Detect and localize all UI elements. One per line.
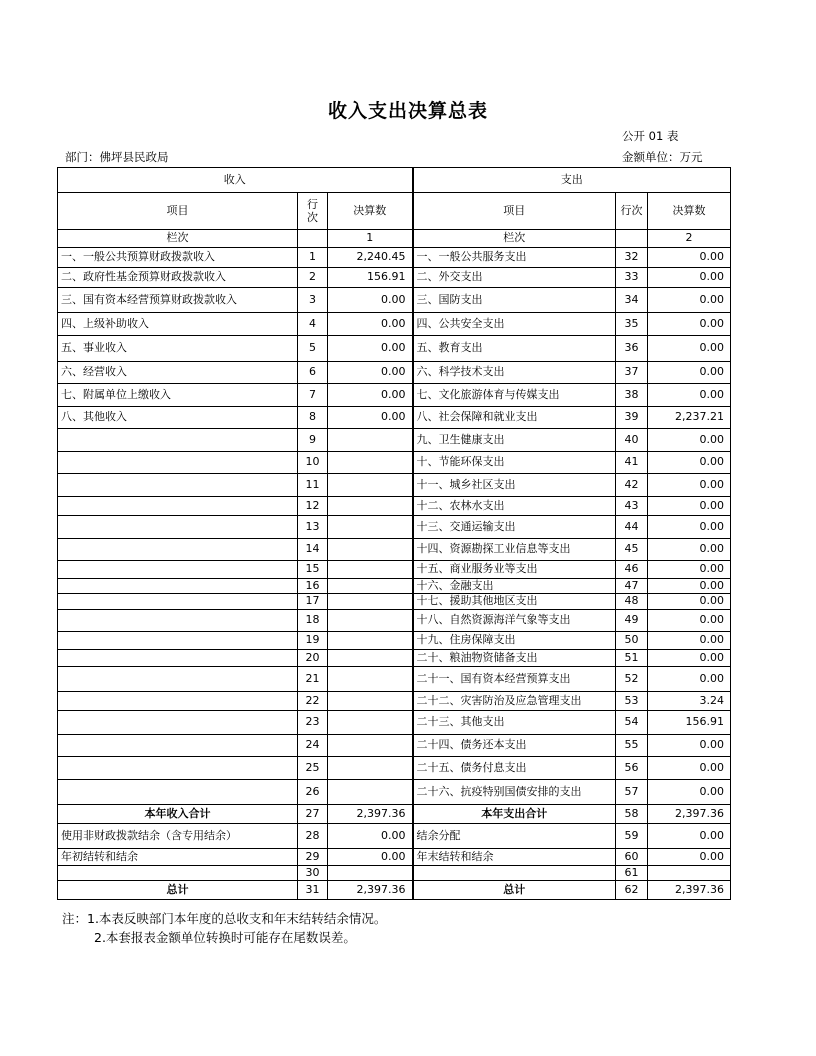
expense-item: 十四、资源勘探工业信息等支出 [413, 539, 616, 561]
expense-item: 十、节能环保支出 [413, 452, 616, 474]
income-amount: 0.00 [328, 407, 413, 429]
expense-row-no: 43 [616, 497, 648, 516]
income-row-no: 27 [298, 805, 328, 824]
expense-amount: 0.00 [648, 757, 731, 780]
expense-amount: 0.00 [648, 452, 731, 474]
expense-item: 十一、城乡社区支出 [413, 474, 616, 497]
income-amount [328, 711, 413, 735]
income-amount: 0.00 [328, 824, 413, 849]
table-row [58, 594, 731, 610]
expense-row-no: 55 [616, 735, 648, 757]
table-row [58, 610, 731, 632]
table-row [58, 824, 731, 849]
income-item [58, 516, 298, 539]
expense-row-no: 46 [616, 561, 648, 579]
income-row-no: 22 [298, 692, 328, 711]
income-item [58, 561, 298, 579]
expense-row-no: 34 [616, 288, 648, 313]
expense-amount: 0.00 [648, 474, 731, 497]
expense-item: 一、一般公共服务支出 [413, 248, 616, 268]
income-item [58, 579, 298, 594]
income-row-no: 25 [298, 757, 328, 780]
expense-amount: 0.00 [648, 268, 731, 288]
expense-amount-header: 决算数 [648, 193, 731, 230]
table-row [58, 579, 731, 594]
income-row-no: 2 [298, 268, 328, 288]
income-amount [328, 735, 413, 757]
expense-amount: 0.00 [648, 667, 731, 692]
income-item: 使用非财政拨款结余（含专用结余） [58, 824, 298, 849]
table-row [58, 407, 731, 429]
table-row [58, 497, 731, 516]
income-item [58, 497, 298, 516]
expense-item: 十二、农林水支出 [413, 497, 616, 516]
expense-item: 二十五、债务付息支出 [413, 757, 616, 780]
income-amount [328, 757, 413, 780]
summary-table [57, 167, 731, 900]
income-amount [328, 474, 413, 497]
expense-row-no: 39 [616, 407, 648, 429]
expense-row-no: 42 [616, 474, 648, 497]
expense-item: 结余分配 [413, 824, 616, 849]
expense-row-no: 51 [616, 650, 648, 667]
income-amount-header: 决算数 [328, 193, 413, 230]
table-row [58, 735, 731, 757]
expense-item: 十七、援助其他地区支出 [413, 594, 616, 610]
expense-item: 二十六、抗疫特别国债安排的支出 [413, 780, 616, 805]
income-item: 二、政府性基金预算财政拨款收入 [58, 268, 298, 288]
income-amount: 0.00 [328, 849, 413, 866]
income-row-no: 26 [298, 780, 328, 805]
income-amount [328, 610, 413, 632]
table-row [58, 632, 731, 650]
income-row-no: 6 [298, 362, 328, 384]
expense-amount: 0.00 [648, 780, 731, 805]
expense-amount: 0.00 [648, 650, 731, 667]
income-column-number: 1 [328, 230, 413, 248]
expense-item: 十六、金融支出 [413, 579, 616, 594]
income-row-no: 3 [298, 288, 328, 313]
expense-row-no: 61 [616, 866, 648, 881]
expense-row-no: 54 [616, 711, 648, 735]
expense-row-no: 37 [616, 362, 648, 384]
expense-item-header: 项目 [413, 193, 616, 230]
expense-row-no: 41 [616, 452, 648, 474]
table-row [58, 667, 731, 692]
expense-amount: 0.00 [648, 429, 731, 452]
department-label: 部门：佛坪县民政局 [65, 150, 169, 164]
income-row-no: 15 [298, 561, 328, 579]
income-item [58, 866, 298, 881]
expense-amount: 0.00 [648, 594, 731, 610]
table-row [58, 711, 731, 735]
income-amount [328, 561, 413, 579]
income-amount [328, 650, 413, 667]
income-row-no: 29 [298, 849, 328, 866]
expense-row-no-header: 行次 [616, 193, 648, 230]
expense-amount: 0.00 [648, 313, 731, 336]
income-item [58, 711, 298, 735]
income-amount: 0.00 [328, 362, 413, 384]
expense-amount: 0.00 [648, 362, 731, 384]
table-row [58, 288, 731, 313]
unit-label: 金额单位：万元 [622, 150, 703, 164]
expense-row-no: 48 [616, 594, 648, 610]
expense-item: 二十一、国有资本经营预算支出 [413, 667, 616, 692]
income-item: 七、附属单位上缴收入 [58, 384, 298, 407]
expense-item: 六、科学技术支出 [413, 362, 616, 384]
expense-item: 二十二、灾害防治及应急管理支出 [413, 692, 616, 711]
expense-amount: 0.00 [648, 824, 731, 849]
income-amount [328, 692, 413, 711]
income-item [58, 429, 298, 452]
expense-amount: 156.91 [648, 711, 731, 735]
income-amount [328, 429, 413, 452]
income-item: 八、其他收入 [58, 407, 298, 429]
note-2: 2.本套报表金额单位转换时可能存在尾数误差。 [94, 930, 356, 945]
income-row-no-header: 行 次 [298, 193, 328, 230]
expense-row-no: 62 [616, 881, 648, 900]
expense-item: 二十四、债务还本支出 [413, 735, 616, 757]
income-amount: 0.00 [328, 384, 413, 407]
income-item [58, 757, 298, 780]
expense-row-no: 45 [616, 539, 648, 561]
expense-amount: 0.00 [648, 735, 731, 757]
income-row-no: 14 [298, 539, 328, 561]
expense-row-no: 36 [616, 336, 648, 362]
expense-item: 三、国防支出 [413, 288, 616, 313]
income-amount [328, 579, 413, 594]
income-item [58, 594, 298, 610]
income-item: 一、一般公共预算财政拨款收入 [58, 248, 298, 268]
table-row [58, 780, 731, 805]
table-row [58, 539, 731, 561]
table-row [58, 313, 731, 336]
income-item: 总计 [58, 881, 298, 900]
income-item [58, 474, 298, 497]
income-item [58, 610, 298, 632]
expense-row-no: 52 [616, 667, 648, 692]
expense-amount: 3.24 [648, 692, 731, 711]
expense-amount: 0.00 [648, 336, 731, 362]
table-row [58, 362, 731, 384]
income-item: 五、事业收入 [58, 336, 298, 362]
income-header: 收入 [58, 168, 413, 193]
income-amount [328, 497, 413, 516]
expense-row-no: 59 [616, 824, 648, 849]
income-amount: 2,397.36 [328, 881, 413, 900]
header-row-columns [58, 193, 731, 230]
expense-item: 年末结转和结余 [413, 849, 616, 866]
table-row [58, 561, 731, 579]
income-row-no: 12 [298, 497, 328, 516]
expense-item: 十五、商业服务业等支出 [413, 561, 616, 579]
income-item [58, 452, 298, 474]
income-item [58, 735, 298, 757]
expense-amount: 2,397.36 [648, 805, 731, 824]
header-row-column-order [58, 230, 731, 248]
income-item: 四、上级补助收入 [58, 313, 298, 336]
expense-row-no: 33 [616, 268, 648, 288]
income-row-no: 13 [298, 516, 328, 539]
expense-amount: 0.00 [648, 516, 731, 539]
table-row [58, 881, 731, 900]
table-row [58, 429, 731, 452]
income-amount [328, 452, 413, 474]
income-row-no: 16 [298, 579, 328, 594]
expense-amount [648, 866, 731, 881]
expense-row-no: 47 [616, 579, 648, 594]
income-item-header: 项目 [58, 193, 298, 230]
expense-item: 四、公共安全支出 [413, 313, 616, 336]
income-amount: 2,240.45 [328, 248, 413, 268]
expense-row-no: 50 [616, 632, 648, 650]
table-row [58, 336, 731, 362]
expense-row-no: 44 [616, 516, 648, 539]
expense-amount: 0.00 [648, 497, 731, 516]
expense-row-no: 35 [616, 313, 648, 336]
expense-amount: 0.00 [648, 632, 731, 650]
table-row [58, 248, 731, 268]
expense-item: 七、文化旅游体育与传媒支出 [413, 384, 616, 407]
table-row [58, 757, 731, 780]
expense-row-no: 38 [616, 384, 648, 407]
form-code: 公开 01 表 [622, 129, 679, 143]
income-row-no: 21 [298, 667, 328, 692]
table-row [58, 474, 731, 497]
expense-amount: 0.00 [648, 248, 731, 268]
table-row [58, 805, 731, 824]
expense-row-no: 53 [616, 692, 648, 711]
income-amount [328, 632, 413, 650]
income-column-order: 栏次 [58, 230, 298, 248]
income-row-no: 5 [298, 336, 328, 362]
income-item [58, 692, 298, 711]
income-amount [328, 667, 413, 692]
income-row-no: 18 [298, 610, 328, 632]
table-row [58, 692, 731, 711]
note-1: 注：1.本表反映部门本年度的总收支和年末结转结余情况。 [62, 911, 387, 926]
table-row [58, 384, 731, 407]
expense-item: 本年支出合计 [413, 805, 616, 824]
income-item: 六、经营收入 [58, 362, 298, 384]
expense-row-no: 32 [616, 248, 648, 268]
income-column-order-blank [298, 230, 328, 248]
header-row-sections [58, 168, 731, 193]
income-amount: 2,397.36 [328, 805, 413, 824]
income-item: 三、国有资本经营预算财政拨款收入 [58, 288, 298, 313]
expense-item: 九、卫生健康支出 [413, 429, 616, 452]
income-row-no: 28 [298, 824, 328, 849]
expense-item: 总计 [413, 881, 616, 900]
income-amount: 0.00 [328, 313, 413, 336]
notes [62, 909, 386, 947]
expense-amount: 2,237.21 [648, 407, 731, 429]
expense-item: 二十、粮油物资储备支出 [413, 650, 616, 667]
income-row-no: 9 [298, 429, 328, 452]
expense-item [413, 866, 616, 881]
income-row-no: 11 [298, 474, 328, 497]
expense-amount: 0.00 [648, 579, 731, 594]
expense-row-no: 60 [616, 849, 648, 866]
income-item: 本年收入合计 [58, 805, 298, 824]
expense-amount: 0.00 [648, 384, 731, 407]
income-row-no: 30 [298, 866, 328, 881]
table-row [58, 268, 731, 288]
income-row-no: 24 [298, 735, 328, 757]
income-row-no: 23 [298, 711, 328, 735]
expense-row-no: 56 [616, 757, 648, 780]
income-row-no: 8 [298, 407, 328, 429]
income-row-no: 1 [298, 248, 328, 268]
income-row-no: 10 [298, 452, 328, 474]
income-amount [328, 516, 413, 539]
income-amount [328, 780, 413, 805]
expense-row-no: 40 [616, 429, 648, 452]
income-row-no: 31 [298, 881, 328, 900]
income-item [58, 780, 298, 805]
income-amount [328, 866, 413, 881]
expense-row-no: 49 [616, 610, 648, 632]
expense-item: 五、教育支出 [413, 336, 616, 362]
expense-item: 二十三、其他支出 [413, 711, 616, 735]
income-row-no: 7 [298, 384, 328, 407]
income-amount [328, 539, 413, 561]
expense-amount: 0.00 [648, 610, 731, 632]
income-row-no: 17 [298, 594, 328, 610]
income-item [58, 632, 298, 650]
expense-item: 八、社会保障和就业支出 [413, 407, 616, 429]
page-title: 收入支出决算总表 [327, 100, 488, 122]
income-row-no: 20 [298, 650, 328, 667]
income-row-no: 4 [298, 313, 328, 336]
expense-amount: 0.00 [648, 849, 731, 866]
income-item [58, 650, 298, 667]
expense-row-no: 57 [616, 780, 648, 805]
table-row [58, 866, 731, 881]
income-row-no: 19 [298, 632, 328, 650]
table-row [58, 849, 731, 866]
income-item: 年初结转和结余 [58, 849, 298, 866]
expense-amount: 0.00 [648, 561, 731, 579]
expense-item: 十八、自然资源海洋气象等支出 [413, 610, 616, 632]
expense-column-order-blank [616, 230, 648, 248]
income-item [58, 667, 298, 692]
expense-amount: 2,397.36 [648, 881, 731, 900]
income-amount: 0.00 [328, 336, 413, 362]
table-row [58, 452, 731, 474]
income-amount: 0.00 [328, 288, 413, 313]
expense-item: 十九、住房保障支出 [413, 632, 616, 650]
expense-row-no: 58 [616, 805, 648, 824]
expense-column-order: 栏次 [413, 230, 616, 248]
expense-header: 支出 [413, 168, 731, 193]
income-amount [328, 594, 413, 610]
table-row [58, 650, 731, 667]
expense-amount: 0.00 [648, 539, 731, 561]
income-item [58, 539, 298, 561]
expense-item: 二、外交支出 [413, 268, 616, 288]
expense-item: 十三、交通运输支出 [413, 516, 616, 539]
income-amount: 156.91 [328, 268, 413, 288]
table-row [58, 516, 731, 539]
expense-amount: 0.00 [648, 288, 731, 313]
expense-column-number: 2 [648, 230, 731, 248]
